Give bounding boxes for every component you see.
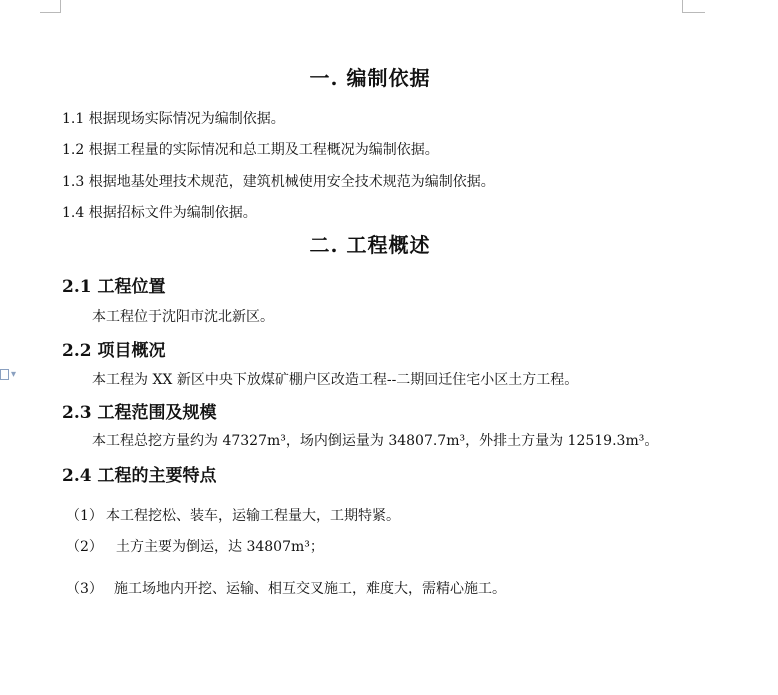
basis-item-3: 1.3 根据地基处理技术规范，建筑机械使用安全技术规范为编制依据。 bbox=[62, 174, 495, 190]
subsection-2-3-text: 本工程总挖方量约为 47327m³，场内倒运量为 34807.7m³，外排土方量为 12519.3m³。 bbox=[92, 433, 659, 449]
feature-item-number: （3） bbox=[66, 581, 103, 597]
feature-item-text: 施工场地内开挖、运输、相互交叉施工，难度大，需精心施工。 bbox=[114, 581, 506, 597]
subsection-2-3-heading: 2.3 工程范围及规模 bbox=[62, 403, 217, 423]
section-1-title: 一. 编制依据 bbox=[309, 66, 431, 90]
basis-item-2: 1.2 根据工程量的实际情况和总工期及工程概况为编制依据。 bbox=[62, 142, 439, 158]
document-icon[interactable]: ▾ bbox=[0, 368, 20, 382]
crop-mark-top-left bbox=[40, 0, 61, 13]
crop-mark-top-right bbox=[682, 0, 705, 13]
feature-item-number: （2） bbox=[66, 539, 103, 555]
basis-item-1: 1.1 根据现场实际情况为编制依据。 bbox=[62, 111, 285, 127]
subsection-2-1-text: 本工程位于沈阳市沈北新区。 bbox=[92, 309, 274, 325]
subsection-2-4-heading: 2.4 工程的主要特点 bbox=[62, 466, 217, 486]
subsection-2-2-heading: 2.2 项目概况 bbox=[62, 341, 166, 361]
feature-item-3 bbox=[66, 578, 506, 598]
feature-item-number: （1） bbox=[66, 508, 103, 524]
feature-item-text: 土方主要为倒运，达 34807m³； bbox=[116, 539, 324, 555]
feature-item-2 bbox=[66, 536, 324, 556]
feature-item-1 bbox=[66, 505, 400, 525]
feature-item-text: 本工程挖松、装车，运输工程量大，工期特紧。 bbox=[106, 508, 400, 524]
subsection-2-2-text: 本工程为 XX 新区中央下放煤矿棚户区改造工程--二期回迁住宅小区土方工程。 bbox=[92, 372, 579, 388]
basis-item-4: 1.4 根据招标文件为编制依据。 bbox=[62, 205, 257, 221]
section-2-title: 二. 工程概述 bbox=[309, 233, 431, 257]
subsection-2-1-heading: 2.1 工程位置 bbox=[62, 277, 166, 297]
